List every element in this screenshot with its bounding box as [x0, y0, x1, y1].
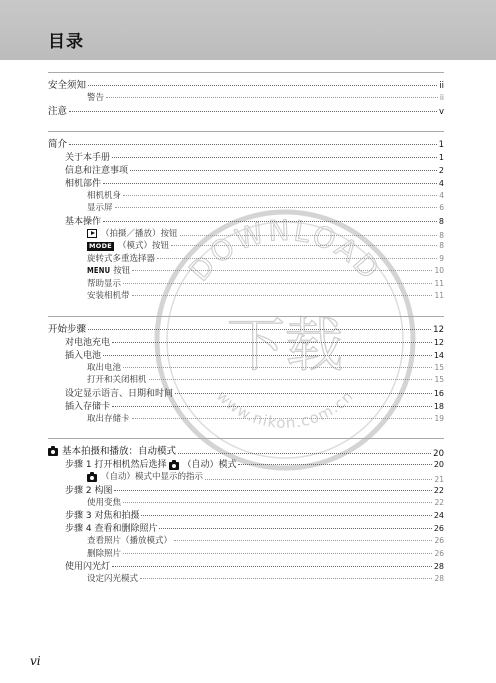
- toc-section-entry[interactable]: [48, 215, 444, 228]
- toc-subsection-entry[interactable]: [48, 190, 444, 203]
- toc-entry-label: [48, 79, 86, 92]
- dot-leader: [112, 342, 432, 343]
- toc-entry-label: [87, 265, 130, 278]
- toc-entry-label: [65, 388, 173, 401]
- dot-leader: [178, 453, 431, 454]
- toc-entry-text: 信息和注意事项: [65, 165, 129, 176]
- toc-subsection-entry[interactable]: [48, 497, 444, 510]
- toc-entry-text: 简介: [48, 138, 68, 150]
- toc-page-number: 21: [434, 474, 444, 484]
- dot-leader: [123, 367, 432, 368]
- toc-section: [48, 316, 444, 426]
- dot-leader: [103, 221, 437, 222]
- toc-entry-label: [87, 374, 147, 387]
- toc-entry-text: 显示屏: [87, 203, 113, 213]
- dot-leader: [132, 270, 432, 271]
- toc-section: [48, 131, 444, 303]
- auto-camera-icon: [169, 462, 179, 470]
- watermark-center-text: 下载: [226, 311, 344, 379]
- dot-leader: [88, 85, 437, 86]
- toc-page-number: ii: [439, 93, 444, 102]
- dot-leader: [115, 207, 438, 208]
- toc-entry-label: [48, 105, 67, 118]
- toc-entry-text: 打开和关闭相机: [87, 375, 147, 385]
- toc-entry-label: [87, 190, 121, 203]
- toc-subsection-entry[interactable]: [48, 92, 444, 105]
- dot-leader: [88, 329, 431, 330]
- page-title: 目录: [48, 32, 84, 52]
- dot-leader: [132, 418, 433, 419]
- toc-entry-text: 使用闪光灯: [65, 562, 111, 572]
- toc-entry-text: 开始步骤: [48, 323, 87, 335]
- toc-page-number: 12: [433, 324, 444, 335]
- toc-entry-text: 取出电池: [87, 362, 122, 373]
- dot-leader: [180, 235, 438, 236]
- toc-subsection-entry[interactable]: [48, 573, 444, 586]
- toc-page-number: 6: [439, 203, 444, 212]
- toc-page-number: 16: [433, 388, 444, 398]
- toc-page-number: 4: [438, 178, 444, 188]
- play-button-icon: [87, 229, 97, 238]
- dot-leader: [132, 295, 433, 296]
- toc-subsection-entry[interactable]: [48, 278, 444, 291]
- toc-entry-text: 相机机身: [87, 190, 122, 201]
- dot-leader: [112, 406, 432, 407]
- toc-subsection-entry[interactable]: [48, 535, 444, 548]
- toc-entry-text: 插入电池: [65, 350, 102, 361]
- toc-subsection-entry[interactable]: [48, 253, 444, 266]
- toc-entry-text: 帮助显示: [87, 278, 122, 289]
- toc-chapter-entry[interactable]: [48, 445, 444, 458]
- toc-entry-label: [87, 240, 169, 253]
- toc-page-number: 8: [439, 241, 444, 250]
- toc-entry-label: [87, 548, 121, 561]
- toc-entry-text: 步骤 4 查看和删除照片: [65, 524, 158, 534]
- toc-page-number: 4: [439, 190, 444, 200]
- dot-leader: [114, 490, 431, 491]
- toc-entry-label: [87, 92, 104, 105]
- auto-camera-icon: [48, 448, 58, 456]
- toc-page-number: 12: [433, 337, 444, 347]
- dot-leader: [123, 195, 437, 196]
- toc-page-number: 26: [433, 524, 444, 533]
- toc-page-number: 22: [433, 485, 444, 495]
- dot-leader: [112, 157, 437, 158]
- toc-entry-text: 警告: [87, 93, 105, 103]
- toc-entry-label: [87, 290, 130, 303]
- toc-entry-text: 相机部件: [65, 178, 102, 189]
- toc-entry-text: 查看照片（播放模式）: [87, 536, 173, 546]
- dot-leader: [69, 144, 437, 145]
- toc-entry-text: 步骤 3 对焦和拍摄: [65, 511, 140, 521]
- toc-page-number: 22: [434, 497, 444, 507]
- toc-section-entry[interactable]: [48, 177, 444, 190]
- auto-camera-icon: [87, 474, 97, 482]
- toc-section-entry[interactable]: [48, 484, 444, 497]
- toc-entry-text: 删除照片: [87, 548, 122, 559]
- toc-entry-text-suffix: （自动）模式: [182, 460, 237, 470]
- toc-entry-text: （模式）按钮: [118, 241, 170, 252]
- toc-entry-label: [87, 413, 130, 426]
- toc-page-number: 28: [434, 574, 444, 583]
- toc-section-entry[interactable]: [48, 522, 444, 535]
- page-number: vi: [30, 654, 41, 668]
- toc-entry-text: 步骤 1 打开相机然后选择: [65, 460, 167, 470]
- toc-page-number: 20: [433, 449, 444, 459]
- mode-button-icon: MODE: [89, 242, 113, 250]
- toc-page-number: 15: [434, 362, 444, 372]
- toc-entry-text: 取出存储卡: [87, 413, 130, 424]
- dot-leader: [171, 245, 437, 246]
- toc-page-number: 9: [439, 253, 444, 263]
- toc-entry-text: 步骤 2 构图: [65, 485, 113, 496]
- toc-entry-text: 设定闪光模式: [87, 574, 139, 584]
- dot-leader: [149, 379, 433, 380]
- dot-leader: [123, 553, 432, 554]
- toc-section-entry[interactable]: [48, 458, 444, 471]
- toc-page-number: 10: [434, 266, 444, 275]
- watermark-bottom-text: www.nikon.com.cn: [212, 386, 358, 433]
- toc-subsection-entry[interactable]: [48, 413, 444, 426]
- toc-section: [48, 438, 444, 586]
- toc-page-number: 8: [439, 231, 444, 241]
- dot-leader: [175, 393, 432, 394]
- toc-section-entry[interactable]: [48, 560, 444, 573]
- dot-leader: [123, 283, 432, 284]
- toc-entry-text: 基本操作: [65, 216, 102, 227]
- toc-section-entry[interactable]: [48, 509, 444, 522]
- toc-section-entry[interactable]: [48, 387, 444, 400]
- dot-leader: [69, 111, 437, 112]
- toc-section-entry[interactable]: [48, 164, 444, 177]
- toc-section-entry[interactable]: [48, 400, 444, 413]
- toc-entry-text: 基本拍摄和播放：自动模式: [62, 446, 177, 457]
- toc-page-number: 19: [434, 413, 444, 423]
- toc-entry-label: [65, 510, 139, 523]
- toc-entry-text: 按钮: [113, 266, 131, 276]
- toc-chapter-entry[interactable]: [48, 138, 444, 151]
- toc-entry-text: 注意: [48, 105, 68, 117]
- dot-leader: [112, 566, 432, 567]
- toc-section-entry[interactable]: [48, 336, 444, 349]
- toc-chapter-entry[interactable]: [48, 323, 444, 336]
- toc-subsection-entry[interactable]: [48, 471, 444, 484]
- toc-entry-text: 关于本手册: [65, 152, 111, 163]
- dot-leader: [238, 464, 431, 465]
- toc-entry-label: [87, 202, 113, 215]
- toc-entry-text: 对电池充电: [65, 337, 111, 348]
- toc-entry-label: [87, 362, 121, 375]
- dot-leader: [106, 97, 438, 98]
- dot-leader: [103, 355, 432, 356]
- toc-entry-label: [87, 497, 121, 510]
- toc-page-number: 8: [438, 216, 444, 226]
- toc-page-number: 18: [433, 401, 444, 411]
- toc-subsection-entry[interactable]: [48, 548, 444, 561]
- toc-page-number: 26: [434, 548, 444, 558]
- toc-page-number: 1: [438, 152, 444, 162]
- toc-page-number: 28: [433, 562, 444, 571]
- toc-page-number: ii: [439, 81, 444, 91]
- toc-entry-label: [87, 278, 121, 291]
- toc-subsection-entry[interactable]: [48, 265, 444, 278]
- toc-page-number: 15: [434, 375, 444, 384]
- toc-page-number: 1: [438, 139, 444, 150]
- toc-entry-text: 使用变焦: [87, 497, 122, 508]
- toc-entry-label: [65, 152, 110, 165]
- dot-leader: [159, 528, 431, 529]
- toc-chapter-entry[interactable]: [48, 79, 444, 92]
- toc-entry-label: [87, 535, 172, 548]
- toc-entry-label: [48, 323, 86, 336]
- toc-section-entry[interactable]: [48, 151, 444, 164]
- toc-entry-label: [87, 573, 138, 586]
- dot-leader: [123, 502, 432, 503]
- toc-entry-text: 设定显示语言、日期和时间: [65, 388, 174, 399]
- toc-entry-text: 安全须知: [48, 80, 87, 91]
- toc-subsection-entry[interactable]: [48, 228, 444, 241]
- toc-page-number: 14: [433, 350, 444, 360]
- toc-subsection-entry[interactable]: [48, 290, 444, 303]
- toc-page-number: 2: [438, 165, 444, 175]
- toc-entry-label: [87, 228, 178, 241]
- toc-entry-text: 旋转式多重选择器: [87, 253, 156, 264]
- toc-page-number: 20: [433, 460, 444, 469]
- toc-entry-text: （拍摄／播放）按钮: [101, 228, 178, 239]
- toc-chapter-entry[interactable]: [48, 105, 444, 118]
- toc-subsection-entry[interactable]: [48, 374, 444, 387]
- toc-subsection-entry[interactable]: [48, 362, 444, 375]
- dot-leader: [130, 170, 437, 171]
- menu-button-icon: MENU: [87, 266, 111, 275]
- dot-leader: [103, 183, 437, 184]
- toc-entry-text: （自动）模式中显示的指示: [101, 472, 204, 482]
- toc-entry-label: [87, 471, 203, 484]
- toc-subsection-entry[interactable]: [48, 240, 444, 253]
- watermark-top-text: DOWNLOAD: [182, 213, 388, 288]
- toc-page-number: 24: [433, 511, 444, 520]
- toc-page-number: 11: [434, 278, 444, 288]
- table-of-contents: [48, 72, 444, 599]
- toc-entry-label: [65, 165, 128, 178]
- toc-section: [48, 72, 444, 118]
- toc-section-entry[interactable]: [48, 349, 444, 362]
- toc-subsection-entry[interactable]: [48, 202, 444, 215]
- toc-entry-text: 安装相机带: [87, 291, 130, 301]
- toc-page-number: 11: [434, 291, 444, 300]
- dot-leader: [157, 258, 437, 259]
- dot-leader: [174, 540, 432, 541]
- dot-leader: [140, 578, 432, 579]
- toc-entry-label: [48, 445, 176, 458]
- dot-leader: [205, 479, 432, 480]
- toc-entry-label: [87, 253, 155, 266]
- dot-leader: [141, 515, 431, 516]
- toc-entry-text: 插入存储卡: [65, 401, 111, 412]
- toc-entry-label: [65, 337, 110, 350]
- toc-entry-label: [48, 138, 67, 151]
- toc-page-number: 26: [434, 536, 444, 545]
- toc-page-number: v: [438, 106, 444, 117]
